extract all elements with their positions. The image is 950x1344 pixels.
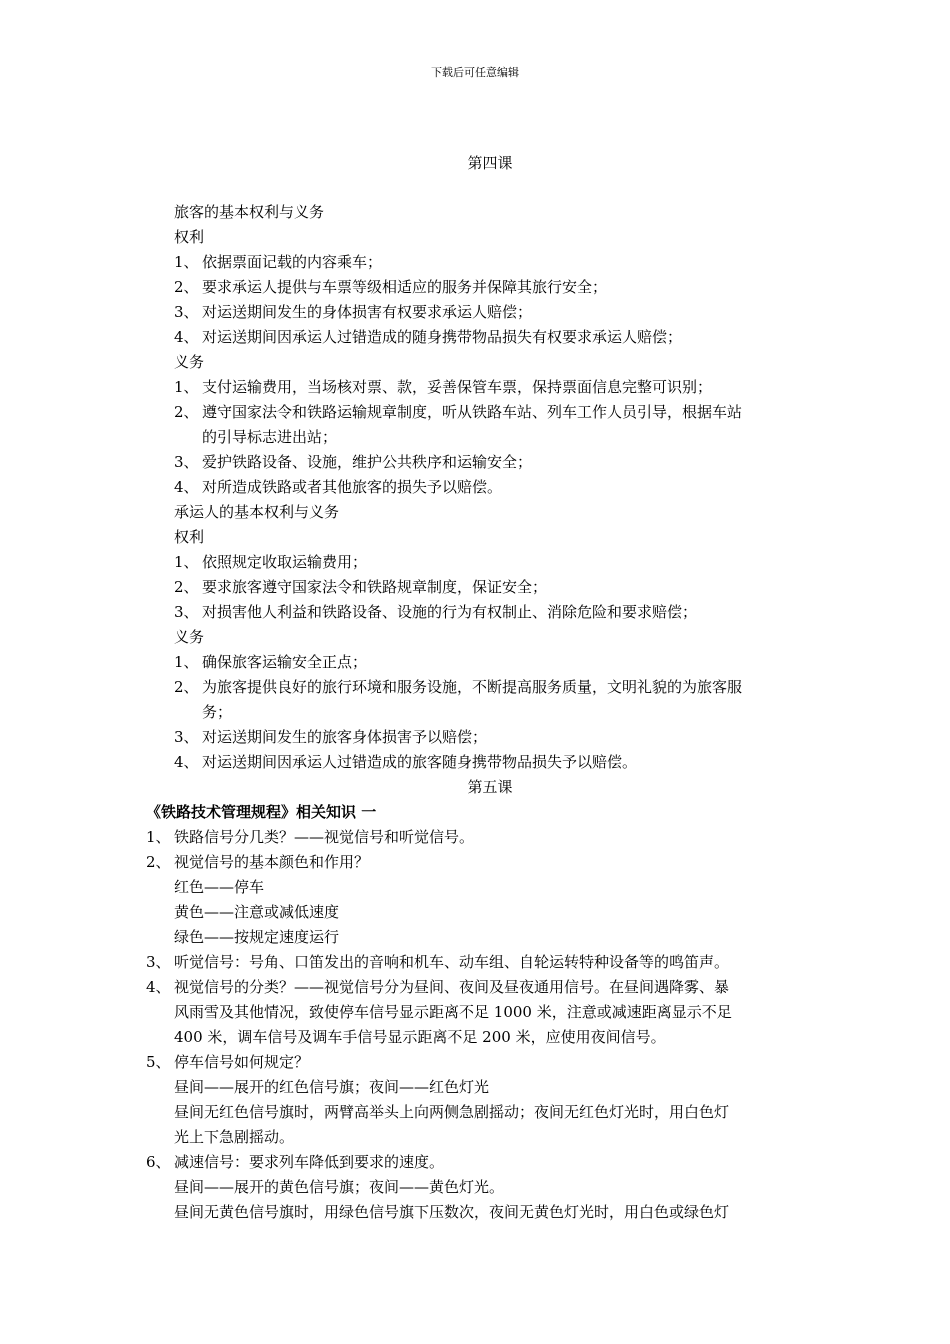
list-text: 对运送期间发生的旅客身体损害予以赔偿； <box>202 728 488 746</box>
list-text-continued: 的引导标志进出站； <box>202 428 338 446</box>
list-number: 1、 <box>174 253 199 271</box>
list-text: 遵守国家法令和铁路运输规章制度，听从铁路车站、列车工作人员引导，根据车站 <box>202 403 743 421</box>
list-number: 2、 <box>146 853 171 871</box>
list-number: 4、 <box>174 753 199 771</box>
list-text: 减速信号：要求列车降低到要求的速度。 <box>174 1153 445 1171</box>
list-text: 依照规定收取运输费用； <box>202 553 368 571</box>
passenger-rights-label: 权利 <box>174 228 205 246</box>
list-text: 听觉信号：号角、口笛发出的音响和机车、动车组、自轮运转特种设备等的鸣笛声。 <box>174 953 730 971</box>
sub-line: 风雨雪及其他情况，致使停车信号显示距离不足 1000 米，注意或减速距离显示不足 <box>174 1003 732 1021</box>
list-number: 1、 <box>146 828 171 846</box>
sub-line: 昼间——展开的黄色信号旗；夜间——黄色灯光。 <box>174 1178 505 1196</box>
list-text: 支付运输费用，当场核对票、款，妥善保管车票，保持票面信息完整可识别； <box>202 378 713 396</box>
list-number: 3、 <box>174 603 199 621</box>
sub-line: 红色——停车 <box>174 878 265 896</box>
list-number: 2、 <box>174 278 199 296</box>
passenger-heading: 旅客的基本权利与义务 <box>174 203 325 221</box>
lesson4-title: 第四课 <box>467 154 513 172</box>
list-number: 3、 <box>174 303 199 321</box>
list-text: 确保旅客运输安全正点； <box>202 653 368 671</box>
list-number: 3、 <box>174 453 199 471</box>
list-number: 1、 <box>174 378 199 396</box>
passenger-obligations-label: 义务 <box>174 353 205 371</box>
list-text-continued: 务； <box>202 703 233 721</box>
list-number: 4、 <box>146 978 171 996</box>
list-text: 对运送期间因承运人过错造成的旅客随身携带物品损失予以赔偿。 <box>202 753 638 771</box>
list-text: 对运送期间发生的身体损害有权要求承运人赔偿； <box>202 303 533 321</box>
lesson5-title: 第五课 <box>467 778 513 796</box>
list-text: 铁路信号分几类？——视觉信号和听觉信号。 <box>174 828 475 846</box>
list-number: 2、 <box>174 678 199 696</box>
list-text: 爱护铁路设备、设施，维护公共秩序和运输安全； <box>202 453 533 471</box>
sub-line: 光上下急剧摇动。 <box>174 1128 295 1146</box>
sub-line: 昼间无红色信号旗时，两臂高举头上向两侧急剧摇动；夜间无红色灯光时，用白色灯 <box>174 1103 730 1121</box>
list-text: 对损害他人利益和铁路设备、设施的行为有权制止、消除危险和要求赔偿； <box>202 603 698 621</box>
list-text: 为旅客提供良好的旅行环境和服务设施，不断提高服务质量，文明礼貌的为旅客服 <box>202 678 743 696</box>
list-text: 对所造成铁路或者其他旅客的损失予以赔偿。 <box>202 478 503 496</box>
list-number: 3、 <box>146 953 171 971</box>
list-number: 6、 <box>146 1153 171 1171</box>
carrier-rights-label: 权利 <box>174 528 205 546</box>
list-number: 1、 <box>174 653 199 671</box>
list-number: 5、 <box>146 1053 171 1071</box>
list-text: 要求旅客遵守国家法令和铁路规章制度，保证安全； <box>202 578 548 596</box>
sub-line: 绿色——按规定速度运行 <box>174 928 340 946</box>
sub-line: 黄色——注意或减低速度 <box>174 903 340 921</box>
list-text: 视觉信号的分类？——视觉信号分为昼间、夜间及昼夜通用信号。在昼间遇降雾、暴 <box>174 978 730 996</box>
list-text: 对运送期间因承运人过错造成的随身携带物品损失有权要求承运人赔偿； <box>202 328 683 346</box>
list-number: 1、 <box>174 553 199 571</box>
list-text: 停车信号如何规定？ <box>174 1053 310 1071</box>
sub-line: 400 米，调车信号及调车手信号显示距离不足 200 米，应使用夜间信号。 <box>174 1028 666 1046</box>
section-heading: 《铁路技术管理规程》相关知识 一 <box>146 803 377 821</box>
list-number: 3、 <box>174 728 199 746</box>
sub-line: 昼间——展开的红色信号旗；夜间——红色灯光 <box>174 1078 490 1096</box>
carrier-obligations-label: 义务 <box>174 628 205 646</box>
list-text: 视觉信号的基本颜色和作用？ <box>174 853 370 871</box>
carrier-heading: 承运人的基本权利与义务 <box>174 503 340 521</box>
list-number: 4、 <box>174 478 199 496</box>
page-header: 下载后可任意编辑 <box>431 66 519 79</box>
list-number: 2、 <box>174 578 199 596</box>
list-text: 依据票面记载的内容乘车； <box>202 253 383 271</box>
list-text: 要求承运人提供与车票等级相适应的服务并保障其旅行安全； <box>202 278 608 296</box>
sub-line: 昼间无黄色信号旗时，用绿色信号旗下压数次，夜间无黄色灯光时，用白色或绿色灯 <box>174 1203 730 1221</box>
list-number: 4、 <box>174 328 199 346</box>
list-number: 2、 <box>174 403 199 421</box>
